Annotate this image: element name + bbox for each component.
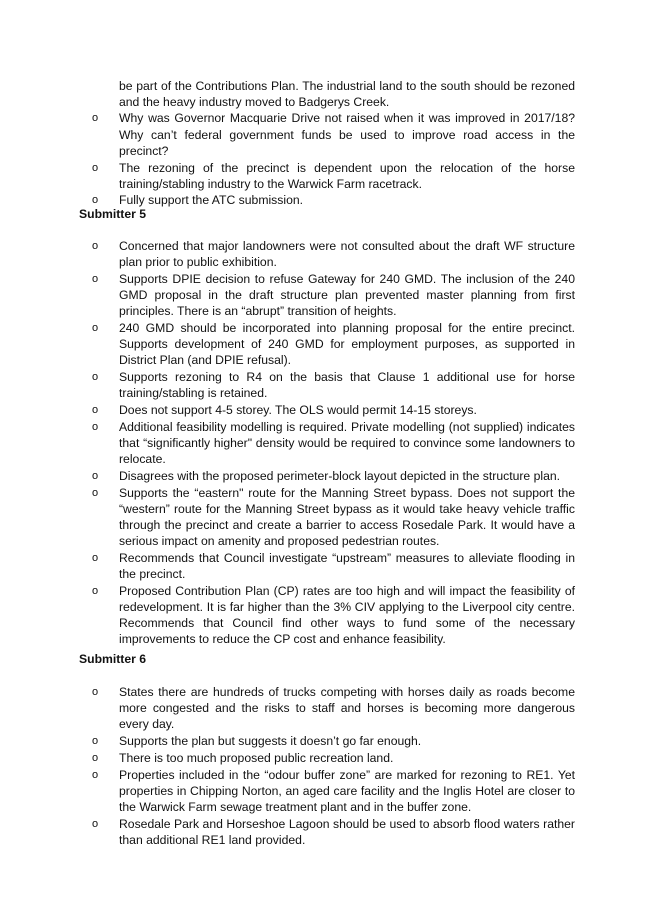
bullet-marker: o xyxy=(92,272,99,285)
bullet-marker: o xyxy=(92,817,99,830)
list-item: o 240 GMD should be incorporated into planning proposal for the entire precinct. Supports development of 240 GMD for employment purposes, as supported in District Plan (and DPIE refusal). xyxy=(92,321,575,368)
bullet-marker: o xyxy=(92,486,99,499)
bullet-marker: o xyxy=(92,112,99,125)
submitter-6-bullet-list xyxy=(0,684,653,848)
bullet-marker: o xyxy=(92,735,99,748)
bullet-marker: o xyxy=(92,322,99,335)
list-item: o Properties included in the “odour buffer zone” are marked for rezoning to RE1. Yet properties in Chipping Norton, an aged care facility and the Inglis Hotel are closer to the Warwick Farm sewage treatment plant and in the buffer zone. xyxy=(92,767,575,814)
submitter-5-bullet-list xyxy=(0,238,653,648)
bullet-marker: o xyxy=(92,420,99,433)
section-heading-submitter-6: Submitter 6 xyxy=(79,652,147,666)
list-item: o Rosedale Park and Horseshoe Lagoon should be used to absorb flood waters rather than additional RE1 land provided. xyxy=(92,816,575,847)
bullet-marker: o xyxy=(92,551,99,564)
bullet-marker: o xyxy=(92,584,99,597)
bullet-marker: o xyxy=(92,686,99,698)
list-item: o Concerned that major landowners were not consulted about the draft WF structure plan prior to public exhibition. xyxy=(92,239,575,270)
intro-bullet-list xyxy=(0,110,653,208)
list-item: o Supports DPIE decision to refuse Gateway for 240 GMD. The inclusion of the 240 GMD proposal in the draft structure plan prevented master planning from first principles. There is an “abrupt” transition of heights. xyxy=(92,271,575,319)
bullet-marker: o xyxy=(92,469,99,482)
list-item: o Does not support 4-5 storey. The OLS would permit 14-15 storeys. xyxy=(92,403,477,418)
bullet-marker: o xyxy=(92,240,99,252)
bullet-marker: o xyxy=(92,161,99,174)
intro-block xyxy=(0,78,653,209)
list-item: o Fully support the ATC submission. xyxy=(92,193,304,208)
bullet-marker: o xyxy=(92,751,99,764)
list-item: o There is too much proposed public recreation land. xyxy=(92,750,394,765)
submitter-5-block xyxy=(0,238,653,648)
bullet-marker: o xyxy=(92,768,99,781)
list-item: o Supports the plan but suggests it doesn’t go far enough. xyxy=(92,734,422,749)
list-item: o Disagrees with the proposed perimeter-block layout depicted in the structure plan. xyxy=(92,468,561,483)
bullet-marker: o xyxy=(92,404,99,417)
submitter-6-block xyxy=(0,684,653,849)
section-heading-submitter-5: Submitter 5 xyxy=(79,207,147,221)
list-item: o Supports rezoning to R4 on the basis that Clause 1 additional use for horse training/stabling is retained. xyxy=(92,370,575,401)
list-item: o Additional feasibility modelling is required. Private modelling (not supplied) indicates that “significantly higher" density would be required to convince some landowners to relocate. xyxy=(92,419,575,467)
continuation-text: be part of the Contributions Plan. The industrial land to the south should be rezoned and the heavy industry moved to Badgerys Creek. xyxy=(119,79,575,110)
list-item: o Proposed Contribution Plan (CP) rates are too high and will impact the feasibility of redevelopment. It is far higher than the 3% CIV applying to the Liverpool city centre. Recommends that Council find other ways to fund some of the necessary improvements to reduce the CP cost and enhance feasibility. xyxy=(92,583,575,647)
list-item: o Supports the “eastern" route for the Manning Street bypass. Does not support the “western” route for the Manning Street bypass as it would take heavy vehicle traffic through the precinct and create a barrier to access Rosedale Park. It would have a serious impact on amenity and proposed pedestrian routes. xyxy=(92,485,575,549)
bullet-marker: o xyxy=(92,371,99,384)
list-item: o States there are hundreds of trucks competing with horses daily as roads become more congested and the risks to staff and horses is becoming more dangerous every day. xyxy=(92,685,575,732)
list-item: o Recommends that Council investigate “upstream” measures to alleviate flooding in the precinct. xyxy=(92,550,575,582)
list-item: o The rezoning of the precinct is dependent upon the relocation of the horse training/stabling industry to the Warwick Farm racetrack. xyxy=(92,160,575,191)
bullet-marker: o xyxy=(92,194,99,207)
list-item: o Why was Governor Macquarie Drive not raised when it was improved in 2017/18? Why can’t federal government funds be used to improve road access in the precinct? xyxy=(92,111,575,158)
